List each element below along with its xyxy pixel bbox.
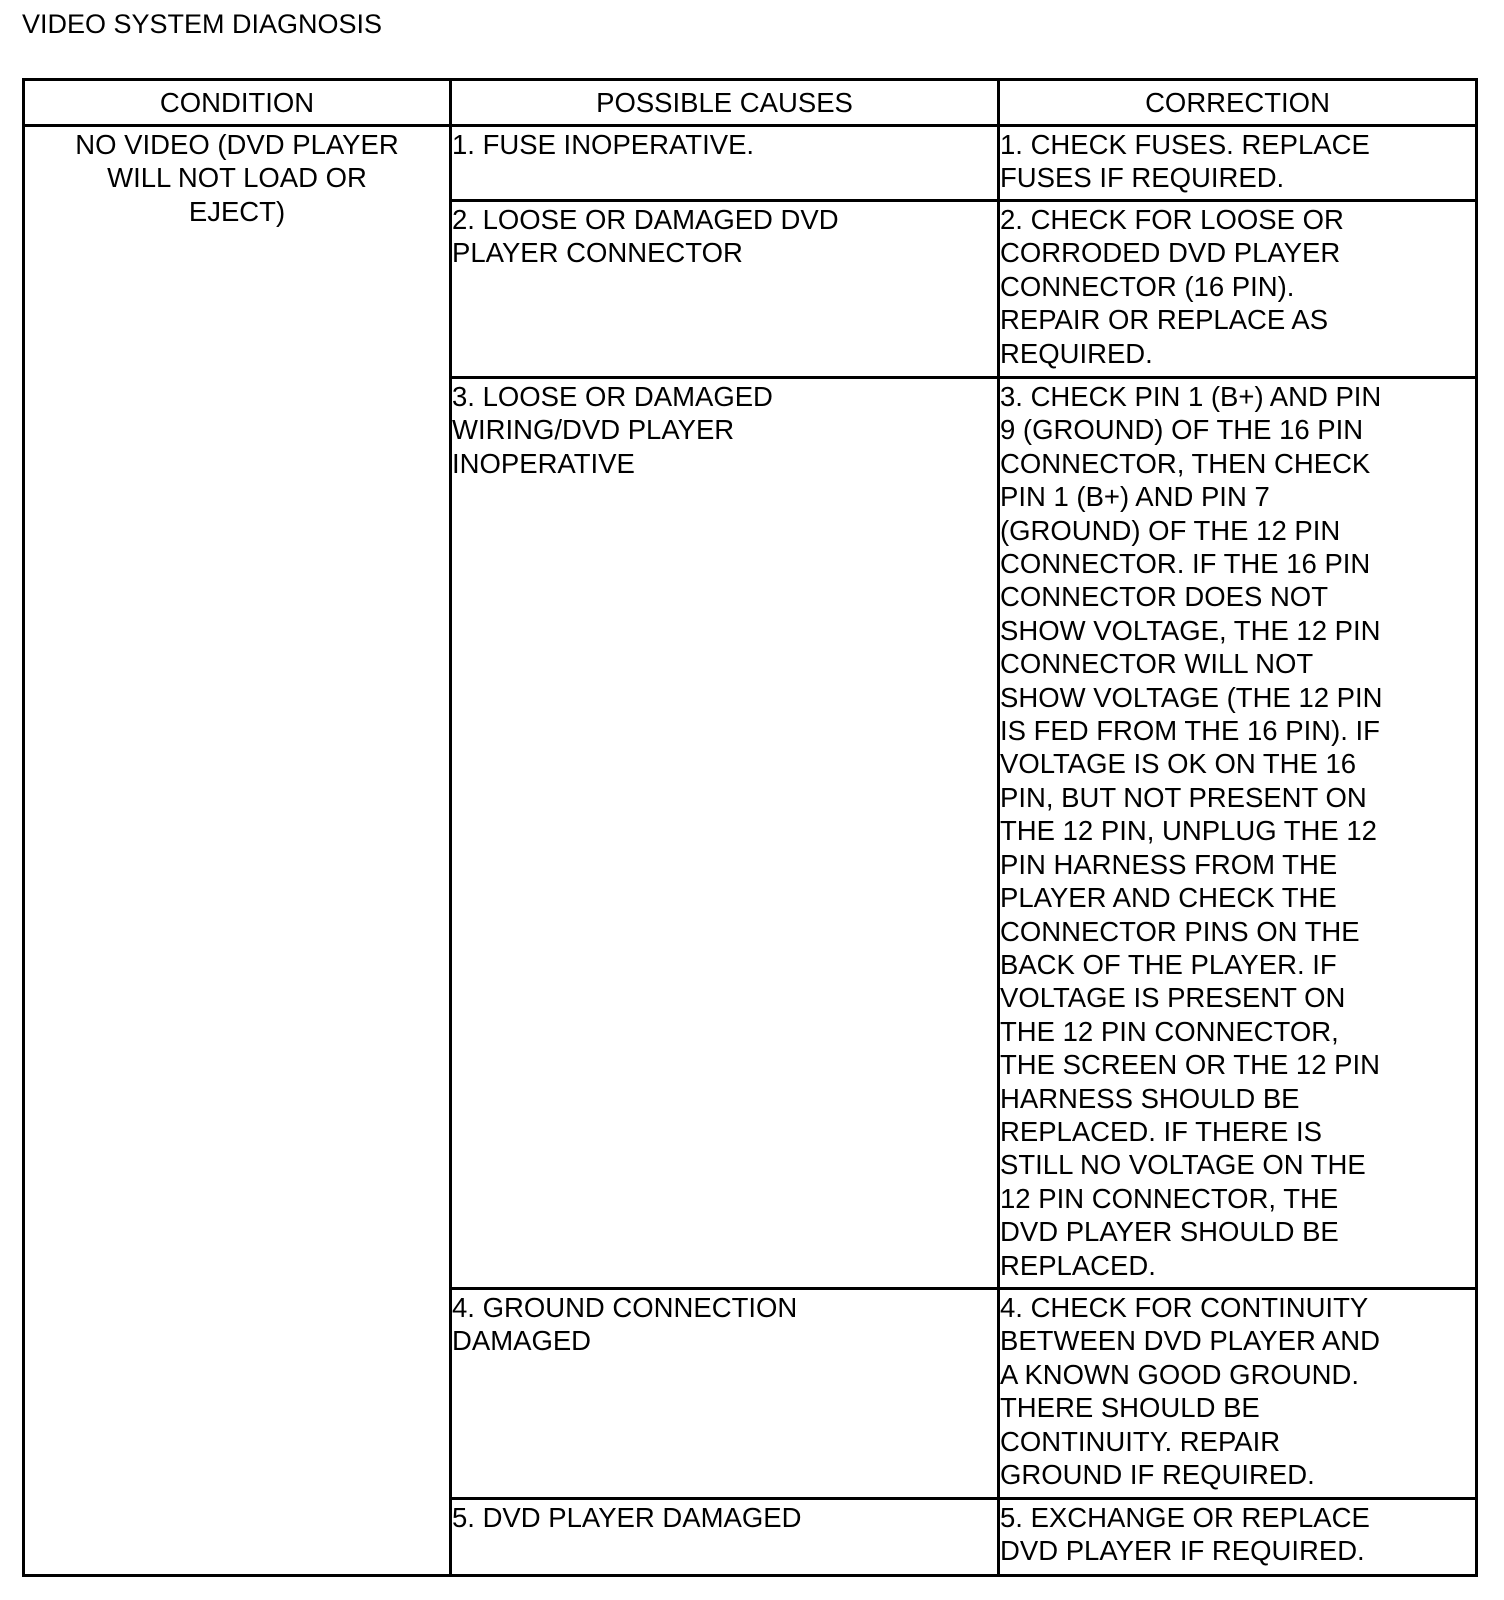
cause-cell <box>451 378 999 1289</box>
cause-text: 5. DVD PLAYER DAMAGED <box>452 1502 802 1533</box>
cause-text: 2. LOOSE OR DAMAGED DVD PLAYER CONNECTOR <box>452 204 839 269</box>
document-title: VIDEO SYSTEM DIAGNOSIS <box>22 9 383 39</box>
correction-cell <box>999 201 1477 378</box>
correction-cell <box>999 1289 1477 1499</box>
correction-text: 4. CHECK FOR CONTINUITY BETWEEN DVD PLAYER AND A KNOWN GOOD GROUND. THERE SHOULD BE CONTINUITY. REPAIR GROUND IF REQUIRED. <box>1000 1292 1380 1491</box>
correction-text: 3. CHECK PIN 1 (B+) AND PIN 9 (GROUND) OF THE 16 PIN CONNECTOR, THEN CHECK PIN 1 (B+) AND PIN 7 (GROUND) OF THE 12 PIN CONNECTOR. IF THE 16 PIN CONNECTOR DOES NOT SHOW VOLTAGE, THE 12 PIN CONNECTOR WILL NOT SHOW VOLTAGE (THE 12 PIN IS FED FROM THE 16 PIN). IF VOLTAGE IS OK ON THE 16 PIN, BUT NOT PRESENT ON THE 12 PIN, UNPLUG THE 12 PIN HARNESS FROM THE PLAYER AND CHECK THE CONNECTOR PINS ON THE BACK OF THE PLAYER. IF VOLTAGE IS PRESENT ON THE 12 PIN CONNECTOR, THE SCREEN OR THE 12 PIN HARNESS SHOULD BE REPLACED. IF THERE IS STILL NO VOLTAGE ON THE 12 PIN CONNECTOR, THE DVD PLAYER SHOULD BE REPLACED. <box>1000 381 1383 1281</box>
correction-cell <box>999 378 1477 1289</box>
cause-text: 3. LOOSE OR DAMAGED WIRING/DVD PLAYER INOPERATIVE <box>452 381 773 479</box>
table-row <box>24 126 1477 201</box>
correction-text: 5. EXCHANGE OR REPLACE DVD PLAYER IF REQUIRED. <box>1000 1502 1370 1567</box>
cause-cell <box>451 1289 999 1499</box>
correction-cell <box>999 126 1477 201</box>
header-correction: CORRECTION <box>999 80 1477 126</box>
header-condition: CONDITION <box>24 80 451 126</box>
diagnosis-table <box>22 78 1478 1577</box>
table-header-row <box>24 80 1477 126</box>
correction-text: 1. CHECK FUSES. REPLACE FUSES IF REQUIRED. <box>1000 129 1370 194</box>
condition-text: NO VIDEO (DVD PLAYER WILL NOT LOAD OR EJECT) <box>75 129 399 227</box>
cause-cell <box>451 126 999 201</box>
cause-text: 1. FUSE INOPERATIVE. <box>452 129 755 160</box>
condition-cell <box>24 126 451 1576</box>
correction-cell <box>999 1499 1477 1576</box>
correction-text: 2. CHECK FOR LOOSE OR CORRODED DVD PLAYER CONNECTOR (16 PIN). REPAIR OR REPLACE AS REQUIRED. <box>1000 204 1344 369</box>
cause-text: 4. GROUND CONNECTION DAMAGED <box>452 1292 798 1357</box>
header-possible-causes: POSSIBLE CAUSES <box>451 80 999 126</box>
cause-cell <box>451 201 999 378</box>
cause-cell <box>451 1499 999 1576</box>
